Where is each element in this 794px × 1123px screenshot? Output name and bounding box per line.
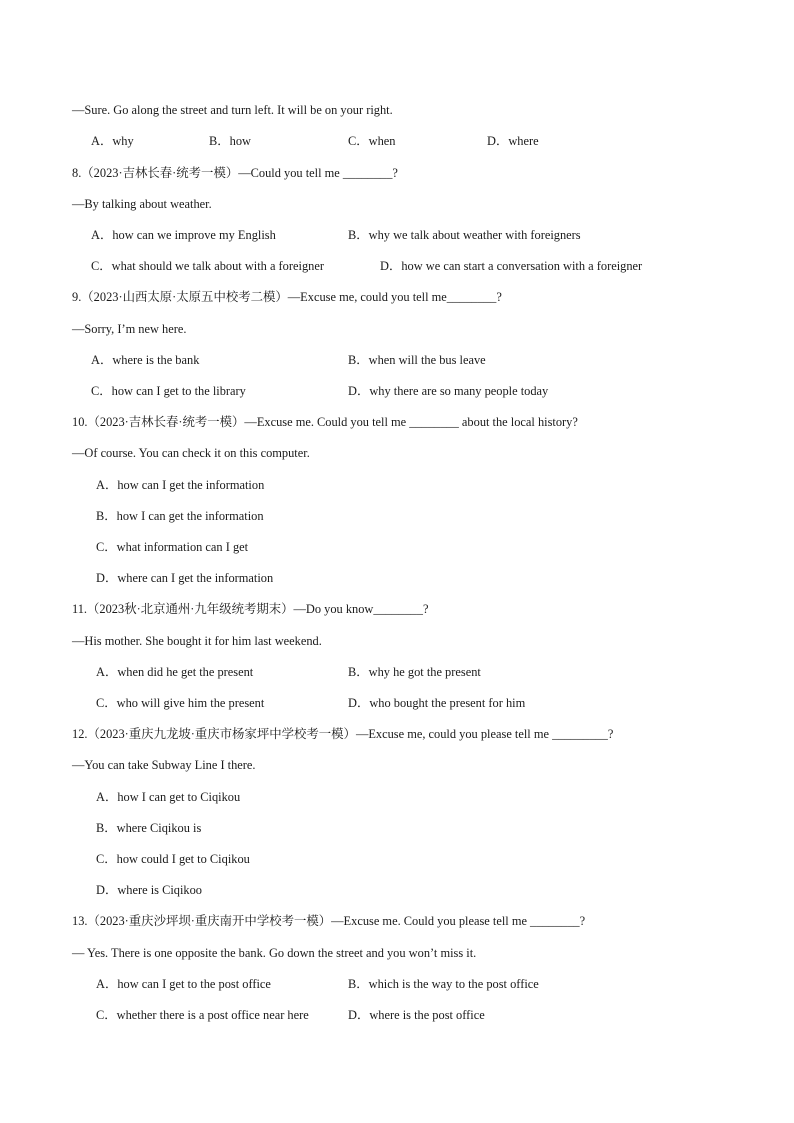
q7-option-b: B．how	[209, 134, 251, 148]
q9-option-c: C．how can I get to the library	[91, 384, 246, 398]
q10-option-c: C．what information can I get	[96, 540, 249, 554]
q11-stem: 11.（2023秋·北京通州·九年级统考期末）—Do you know________?	[72, 602, 429, 616]
q10-answer: —Of course. You can check it on this computer.	[72, 446, 310, 460]
q9-option-b: B．when will the bus leave	[348, 353, 486, 367]
q11-option-d: D．who bought the present for him	[348, 696, 526, 710]
q12-stem: 12.（2023·重庆九龙坡·重庆市杨家坪中学校考一模）—Excuse me, could you please tell me _________?	[72, 727, 614, 741]
q13-option-a: A．how can I get to the post office	[96, 977, 271, 991]
q10-option-a: A．how can I get the information	[96, 478, 265, 492]
q9-option-d: D．why there are so many people today	[348, 384, 549, 398]
q12-option-b: B．where Ciqikou is	[96, 821, 202, 835]
q11-option-c: C．who will give him the present	[96, 696, 265, 710]
q13-option-c: C．whether there is a post office near here	[96, 1008, 309, 1022]
q9-answer: —Sorry, I’m new here.	[72, 322, 187, 336]
q11-option-b: B．why he got the present	[348, 665, 481, 679]
q8-stem: 8.（2023·吉林长春·统考一模）—Could you tell me ________?	[72, 166, 398, 180]
q13-option-b: B．which is the way to the post office	[348, 977, 539, 991]
q8-answer: —By talking about weather.	[72, 197, 212, 211]
q10-stem: 10.（2023·吉林长春·统考一模）—Excuse me. Could you tell me ________ about the local history?	[72, 415, 578, 429]
q11-option-a: A．when did he get the present	[96, 665, 254, 679]
q13-option-d: D．where is the post office	[348, 1008, 485, 1022]
q10-option-b: B．how I can get the information	[96, 509, 264, 523]
q8-option-c: C．what should we talk about with a foreigner	[91, 259, 324, 273]
q8-option-b: B．why we talk about weather with foreigners	[348, 228, 581, 242]
q8-option-a: A．how can we improve my English	[91, 228, 276, 242]
q7-option-c: C．when	[348, 134, 396, 148]
q7-option-d: D．where	[487, 134, 539, 148]
q12-option-d: D．where is Ciqikoo	[96, 883, 202, 897]
q13-stem: 13.（2023·重庆沙坪坝·重庆南开中学校考一模）—Excuse me. Could you please tell me ________?	[72, 914, 586, 928]
q9-option-a: A．where is the bank	[91, 353, 200, 367]
q10-option-d: D．where can I get the information	[96, 571, 274, 585]
q8-option-d: D．how we can start a conversation with a foreigner	[380, 259, 643, 273]
q12-option-c: C．how could I get to Ciqikou	[96, 852, 250, 866]
q11-answer: —His mother. She bought it for him last weekend.	[72, 634, 322, 648]
q7-option-a: A．why	[91, 134, 134, 148]
q9-stem: 9.（2023·山西太原·太原五中校考二模）—Excuse me, could you tell me________?	[72, 290, 502, 304]
q12-answer: —You can take Subway Line I there.	[72, 758, 256, 772]
q13-answer: — Yes. There is one opposite the bank. Go down the street and you won’t miss it.	[72, 946, 477, 960]
q12-option-a: A．how I can get to Ciqikou	[96, 790, 241, 804]
q7-answer: —Sure. Go along the street and turn left. It will be on your right.	[72, 103, 393, 117]
